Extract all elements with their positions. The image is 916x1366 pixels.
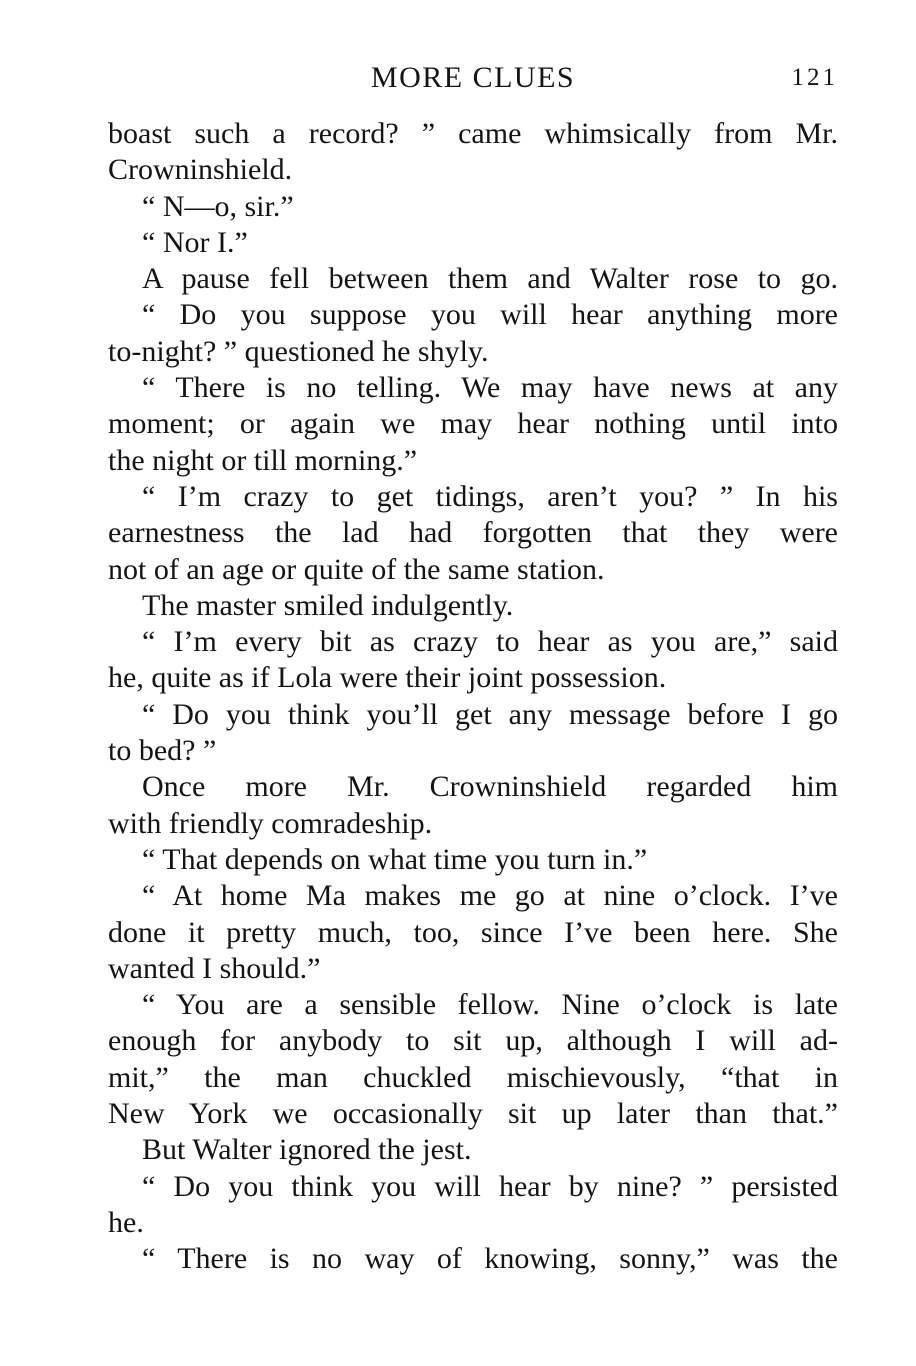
chapter-title: MORE CLUES bbox=[370, 61, 576, 94]
text-line: “ There is no way of knowing, sonny,” was the bbox=[142, 1242, 838, 1276]
text-line: boast such a record? ” came whimsically from Mr. bbox=[108, 117, 838, 150]
page-number: 121 bbox=[791, 64, 838, 91]
text-line: wanted I should.” bbox=[108, 951, 321, 985]
text-line: to bed? ” bbox=[108, 734, 217, 768]
text-line: “ There is no telling. We may have news at any bbox=[142, 371, 838, 405]
text-line: Crowninshield. bbox=[108, 153, 293, 187]
text-line: “ Nor I.” bbox=[142, 225, 248, 259]
text-line: The master smiled indulgently. bbox=[142, 588, 514, 622]
text-line: “ At home Ma makes me go at nine o’clock. I’ve bbox=[142, 879, 838, 913]
text-line: New York we occasionally sit up later than that.” bbox=[108, 1097, 838, 1131]
text-line: he. bbox=[108, 1205, 144, 1239]
text-line: he, quite as if Lola were their joint possession. bbox=[108, 661, 667, 695]
text-line: with friendly comradeship. bbox=[108, 806, 433, 840]
text-line: “ I’m every bit as crazy to hear as you are,” said bbox=[142, 625, 838, 659]
text-line: “ Do you think you will hear by nine? ” persisted bbox=[142, 1169, 838, 1203]
text-line: “ That depends on what time you turn in.” bbox=[142, 842, 648, 876]
text-line: A pause fell between them and Walter rose to go. bbox=[142, 262, 838, 296]
text-line: enough for anybody to sit up, although I will ad- bbox=[108, 1024, 838, 1058]
text-line: “ N—o, sir.” bbox=[142, 189, 294, 223]
text-line: But Walter ignored the jest. bbox=[142, 1133, 472, 1167]
text-line: “ You are a sensible fellow. Nine o’clock is late bbox=[142, 988, 838, 1022]
text-line: mit,” the man chuckled mischievously, “that in bbox=[108, 1060, 838, 1094]
text-line: the night or till morning.” bbox=[108, 443, 418, 477]
text-line: moment; or again we may hear nothing until into bbox=[108, 407, 838, 441]
text-line: not of an age or quite of the same station. bbox=[108, 552, 605, 586]
text-line: done it pretty much, too, since I’ve been here. She bbox=[108, 915, 838, 949]
body-text bbox=[108, 116, 838, 1278]
text-line: to-night? ” questioned he shyly. bbox=[108, 334, 489, 368]
running-head bbox=[108, 58, 838, 98]
text-line: “ Do you think you’ll get any message before I go bbox=[142, 697, 838, 731]
text-line: Once more Mr. Crowninshield regarded him bbox=[142, 770, 838, 804]
text-line: “ Do you suppose you will hear anything more bbox=[142, 298, 838, 332]
text-line: “ I’m crazy to get tidings, aren’t you? ” In his bbox=[142, 479, 838, 513]
text-line: earnestness the lad had forgotten that they were bbox=[108, 516, 838, 550]
